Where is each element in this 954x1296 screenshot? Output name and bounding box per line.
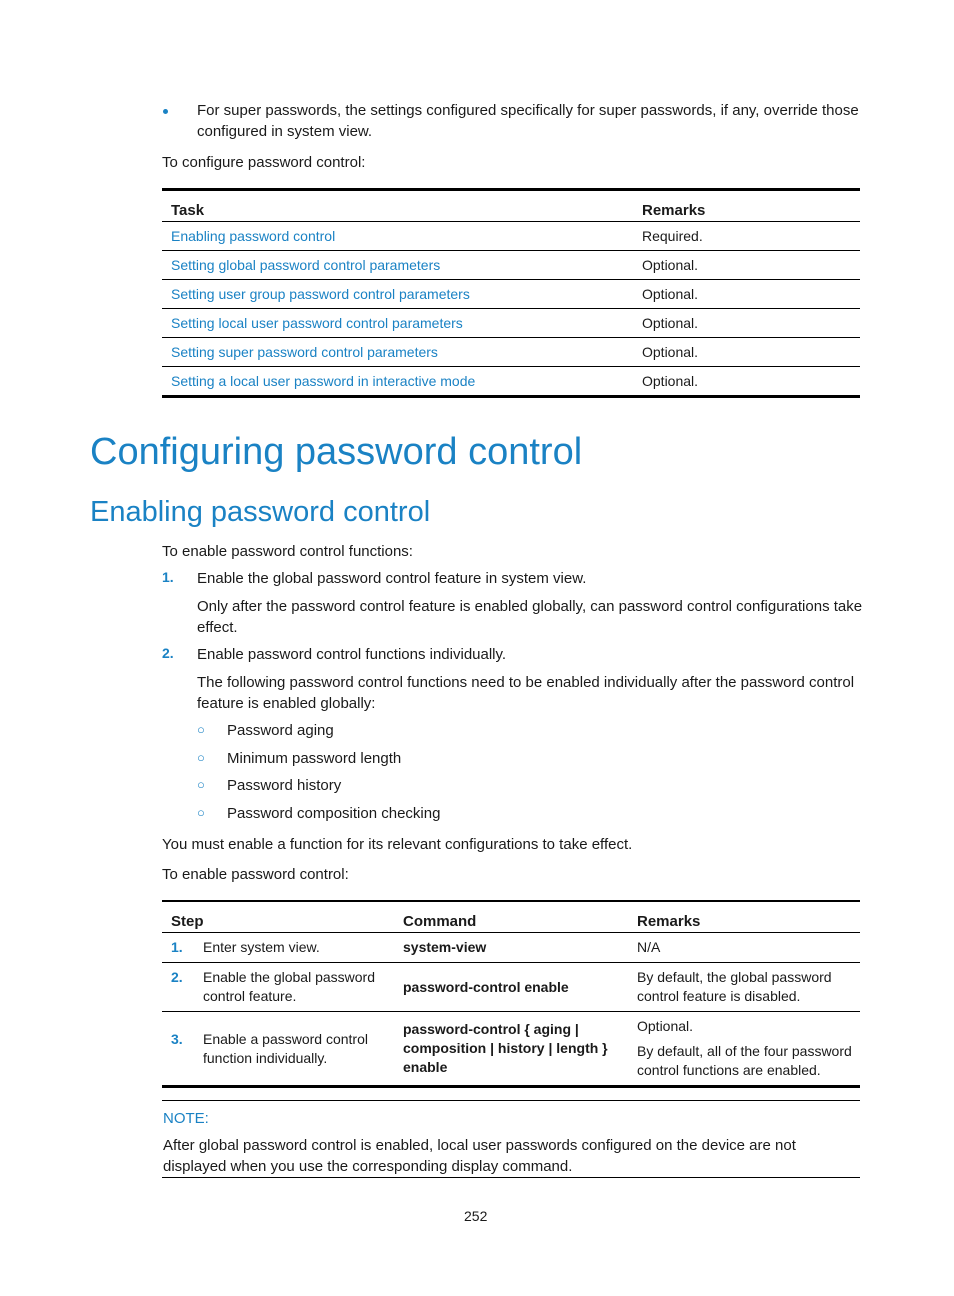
step2-number: 2.: [162, 645, 174, 661]
step2-detail: The following password control functions need to be enabled individually after the password control feature is enabled globally:: [197, 674, 855, 712]
enable-line: To enable password control:: [162, 866, 349, 883]
table-row: [162, 1012, 860, 1087]
command-header: Command: [394, 901, 628, 933]
table-row: [162, 367, 860, 397]
remarks-header: Remarks: [628, 901, 860, 933]
task-remarks: Optional.: [642, 373, 699, 389]
intro-bullet-text: For super passwords, the settings configured specifically for super passwords, if any, override those configured in system view.: [197, 102, 859, 140]
step-number: 2.: [171, 969, 183, 985]
step-table: [162, 900, 860, 1088]
remarks-text: Optional.: [637, 1018, 694, 1034]
task-table: [162, 188, 860, 398]
must-enable-line: You must enable a function for its relevant configurations to take effect.: [162, 836, 633, 853]
command-cell: [394, 1012, 628, 1087]
note-label: NOTE:: [163, 1110, 209, 1127]
table-row: [162, 222, 860, 251]
note-divider-top: [162, 1100, 860, 1101]
task-link[interactable]: Setting local user password control parameters: [162, 309, 633, 338]
circle-bullet-icon: ○: [197, 805, 205, 820]
table-row: [162, 280, 860, 309]
remarks-text: By default, all of the four password control functions are enabled.: [637, 1043, 852, 1078]
remarks-header: Remarks: [633, 190, 860, 222]
sub-item: Password composition checking: [227, 805, 441, 822]
remarks-cell: [628, 963, 860, 1012]
step2-text: Enable password control functions individually.: [197, 646, 507, 663]
task-remarks: Required.: [633, 222, 860, 251]
task-remarks: Optional.: [633, 338, 860, 367]
task-remarks: Optional.: [633, 309, 860, 338]
command-cell: [394, 963, 628, 1012]
command-text: password-control { aging | composition | history | length } enable: [403, 1021, 608, 1075]
step-cell: [162, 933, 394, 963]
step1-detail: Only after the password control feature is enabled globally, can password control configurations take effect.: [197, 598, 863, 636]
page-number: 252: [464, 1208, 488, 1224]
page-title: Configuring password control: [90, 431, 583, 473]
command-cell: [394, 933, 628, 963]
command-text: password-control enable: [403, 978, 569, 995]
step-header: Step: [162, 901, 394, 933]
task-link[interactable]: Setting super password control parameters: [162, 338, 633, 367]
sub-item: Minimum password length: [227, 750, 402, 767]
command-text: system-view: [403, 939, 487, 955]
table-row: [162, 251, 860, 280]
task-header: Task: [162, 190, 633, 222]
note-divider-bottom: [162, 1177, 860, 1178]
remarks-cell: [628, 1012, 860, 1087]
note-text: After global password control is enabled, local user passwords configured on the device are not displayed when you use the corresponding display command.: [163, 1137, 796, 1175]
step-number: 3.: [171, 1030, 183, 1047]
task-link[interactable]: Enabling password control: [162, 222, 633, 251]
sub-item: Password history: [227, 777, 342, 794]
step-text: Enter system view.: [203, 939, 320, 955]
step-cell: [162, 1012, 394, 1087]
task-link[interactable]: Setting user group password control parameters: [162, 280, 633, 309]
step-number: 1.: [171, 939, 183, 955]
enable-functions-line: To enable password control functions:: [162, 543, 413, 560]
step-cell: [162, 963, 394, 1012]
circle-bullet-icon: ○: [197, 722, 205, 737]
table-row: [162, 338, 860, 367]
task-link[interactable]: Setting a local user password in interactive mode: [171, 373, 476, 389]
step-text: Enable a password control function individually.: [203, 1030, 368, 1066]
table-row: [162, 309, 860, 338]
task-remarks: Optional.: [633, 280, 860, 309]
configure-line: To configure password control:: [162, 154, 366, 171]
remarks-text: By default, the global password control feature is disabled.: [637, 969, 832, 1004]
table-row: [162, 933, 860, 963]
sub-item: Password aging: [227, 722, 334, 739]
task-remarks: Optional.: [633, 251, 860, 280]
circle-bullet-icon: ○: [197, 777, 205, 792]
task-link[interactable]: Setting global password control parameters: [162, 251, 633, 280]
step1-number: 1.: [162, 569, 174, 585]
section-title: Enabling password control: [90, 496, 431, 528]
circle-bullet-icon: ○: [197, 750, 205, 765]
remarks-cell: N/A: [628, 933, 860, 963]
step-text: Enable the global password control feature.: [203, 969, 376, 1004]
step1-text: Enable the global password control feature in system view.: [197, 570, 587, 587]
table-row: [162, 963, 860, 1012]
bullet-dot: [163, 109, 168, 114]
